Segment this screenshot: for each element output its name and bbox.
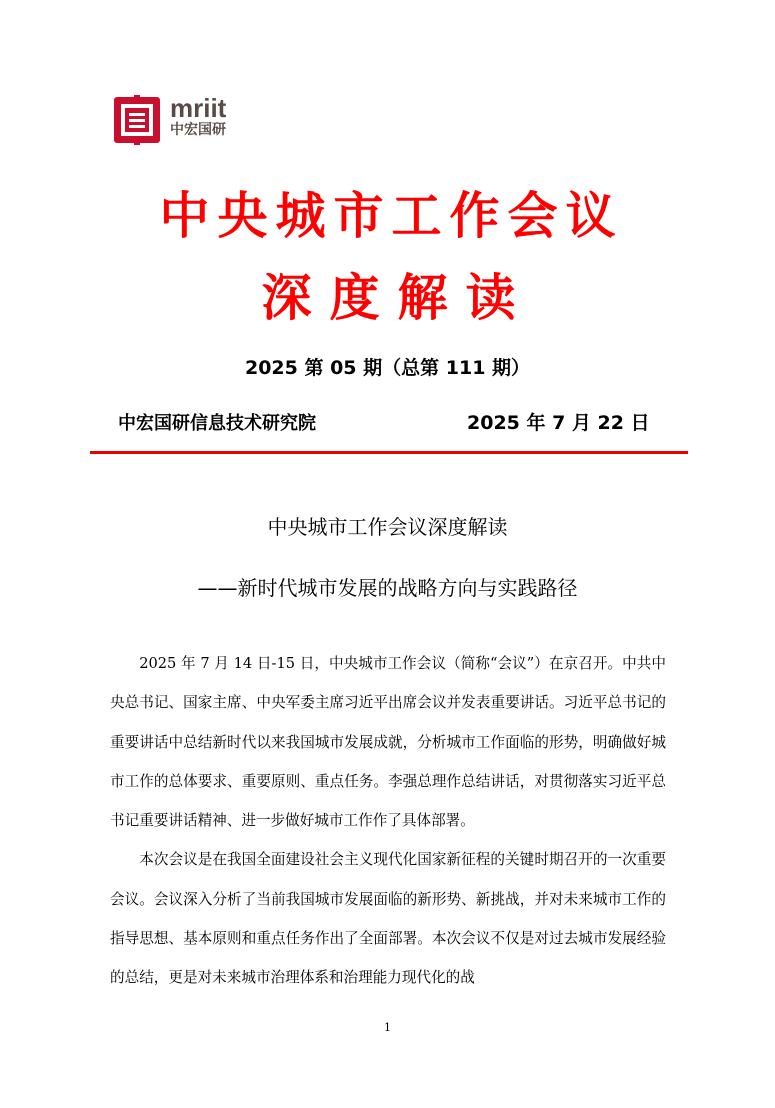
page-number: 1 [384,1021,391,1034]
paragraph: 2025 年 7 月 14 日-15 日，中央城市工作会议（简称“会议”）在京召开。中共中央总书记、国家主席、中央军委主席习近平出席会议并发表重要讲话。习近平总书记的重要讲话中总结新时代以来我国城市发展成就，分析城市工作面临的形势，明确做好城市工作的总体要求、重要原则、重点任务。李强总理作总结讲话，对贯彻落实习近平总书记重要讲话精神、进一步做好城市工作作了具体部署。 [110,655,666,830]
paragraph: 本次会议是在我国全面建设社会主义现代化国家新征程的关键时期召开的一次重要会议。会议深入分析了当前我国城市发展面临的新形势、新挑战，并对未来城市工作的指导思想、基本原则和重点任务作出了全面部署。本次会议不仅是对过去城市发展经验的总结，更是对未来城市治理体系和治理能力现代化的战 [110,851,666,987]
article-body [110,644,666,998]
publish-date: 2025 年 7 月 22 日 [467,412,650,434]
article-title: 中央城市工作会议深度解读 [267,515,508,539]
institute-name: 中宏国研信息技术研究院 [118,413,316,434]
mriit-logo-icon [112,95,162,145]
article-subtitle: ——新时代城市发展的战略方向与实践路径 [197,576,578,600]
cover-title-line-2: 深度解读 [261,269,534,327]
cover-title-line-1: 中央城市工作会议 [159,187,624,245]
logo-subtext: 中宏国研 [170,122,226,138]
logo-wordmark: mriit [170,93,227,123]
header-divider [90,451,688,454]
mriit-logo [112,95,252,145]
issue-number: 2025 第 05 期（总第 111 期） [244,357,531,379]
